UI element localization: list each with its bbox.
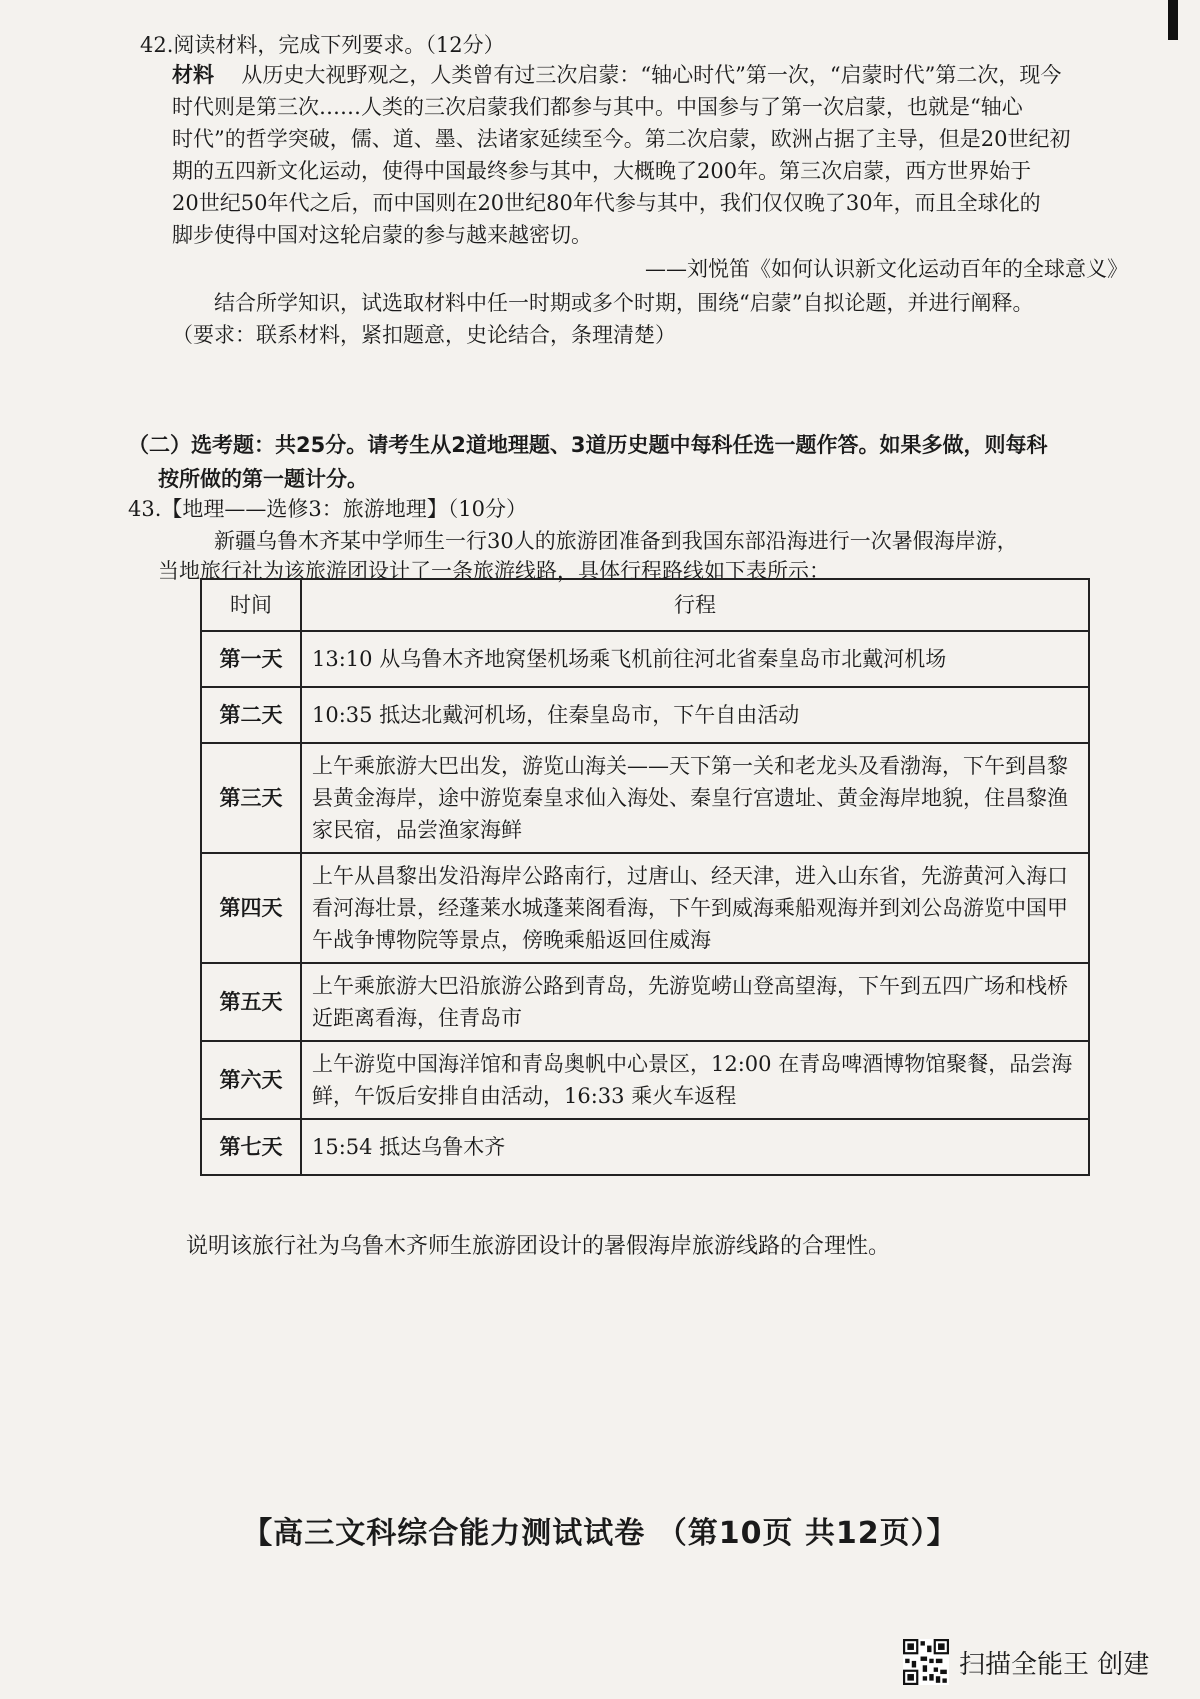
row-day: 第四天 xyxy=(201,853,301,963)
q42-source: ——刘悦笛《如何认识新文化运动百年的全球意义》 xyxy=(645,257,1128,281)
row-day: 第六天 xyxy=(201,1041,301,1119)
qr-code-icon xyxy=(903,1639,949,1685)
q43-intro-2: 当地旅行社为该旅游团设计了一条旅游线路，具体行程路线如下表所示： xyxy=(158,559,830,583)
scanner-watermark xyxy=(903,1638,1149,1686)
q42-material-line: 时代”的哲学突破，儒、道、墨、法诸家延续至今。第二次启蒙，欧洲占据了主导，但是20世纪初 xyxy=(172,127,1071,151)
row-plan: 15:54 抵达乌鲁木齐 xyxy=(301,1119,1089,1175)
q42-material-line: 脚步使得中国对这轮启蒙的参与越来越密切。 xyxy=(172,223,592,247)
header-time: 时间 xyxy=(201,579,301,631)
row-day: 第五天 xyxy=(201,963,301,1041)
table-row xyxy=(201,631,1089,687)
table-header-row xyxy=(201,579,1089,631)
q42-material-line: 时代则是第三次……人类的三次启蒙我们都参与其中。中国参与了第一次启蒙，也就是“轴心 xyxy=(172,95,1023,119)
row-plan: 上午从昌黎出发沿海岸公路南行，过唐山、经天津，进入山东省，先游黄河入海口看河海壮景，经蓬莱水城蓬莱阁看海，下午到威海乘船观海并到刘公岛游览中国甲午战争博物院等景点，傍晚乘船返回住威海 xyxy=(301,853,1089,963)
material-label: 材料 xyxy=(172,62,214,87)
q43-header: 43.【地理——选修3：旅游地理】（10分） xyxy=(128,497,527,521)
row-plan: 13:10 从乌鲁木齐地窝堡机场乘飞机前往河北省秦皇岛市北戴河机场 xyxy=(301,631,1089,687)
scan-edge-mark xyxy=(1168,0,1178,40)
q42-requirements: （要求：联系材料，紧扣题意，史论结合，条理清楚） xyxy=(172,323,676,347)
q43-intro-1: 新疆乌鲁木齐某中学师生一行30人的旅游团准备到我国东部沿海进行一次暑假海岸游， xyxy=(214,529,1018,553)
row-day: 第三天 xyxy=(201,743,301,853)
itinerary-table xyxy=(200,578,1090,1176)
q42-task: 结合所学知识，试选取材料中任一时期或多个时期，围绕“启蒙”自拟论题，并进行阐释。 xyxy=(214,291,1034,315)
q42-material-line: 期的五四新文化运动，使得中国最终参与其中，大概晚了200年。第三次启蒙，西方世界始于 xyxy=(172,159,1032,183)
row-day: 第二天 xyxy=(201,687,301,743)
section2-line-1: （二）选考题：共25分。请考生从2道地理题、3道历史题中每科任选一题作答。如果多做，则每科 xyxy=(128,433,1048,457)
table-row xyxy=(201,963,1089,1041)
table-row xyxy=(201,743,1089,853)
row-plan: 上午游览中国海洋馆和青岛奥帆中心景区，12:00 在青岛啤酒博物馆聚餐，品尝海鲜，午饭后安排自由活动，16:33 乘火车返程 xyxy=(301,1041,1089,1119)
q42-material-line: 从历史大视野观之，人类曾有过三次启蒙：“轴心时代”第一次，“启蒙时代”第二次，现今 xyxy=(241,63,1062,87)
q43-question: 说明该旅行社为乌鲁木齐师生旅游团设计的暑假海岸旅游线路的合理性。 xyxy=(186,1234,891,1259)
table-row xyxy=(201,1119,1089,1175)
row-day: 第一天 xyxy=(201,631,301,687)
scanner-label: 扫描全能王 创建 xyxy=(959,1649,1150,1680)
q42-material-line: 20世纪50年代之后，而中国则在20世纪80年代参与其中，我们仅仅晚了30年，而且全球化的 xyxy=(172,191,1041,215)
q42-line-1 xyxy=(172,60,1061,90)
row-plan: 上午乘旅游大巴出发，游览山海关——天下第一关和老龙头及看渤海，下午到昌黎县黄金海岸，途中游览秦皇求仙入海处、秦皇行宫遗址、黄金海岸地貌，住昌黎渔家民宿，品尝渔家海鲜 xyxy=(301,743,1089,853)
page-footer: 【高三文科综合能力测试试卷 （第10页 共12页）】 xyxy=(242,1516,958,1551)
section2-line-2: 按所做的第一题计分。 xyxy=(158,467,368,491)
header-plan: 行程 xyxy=(301,579,1089,631)
row-plan: 10:35 抵达北戴河机场，住秦皇岛市，下午自由活动 xyxy=(301,687,1089,743)
q42-header: 42.阅读材料，完成下列要求。（12分） xyxy=(140,33,505,57)
table-row xyxy=(201,687,1089,743)
table-row xyxy=(201,1041,1089,1119)
table-row xyxy=(201,853,1089,963)
row-plan: 上午乘旅游大巴沿旅游公路到青岛，先游览崂山登高望海，下午到五四广场和栈桥近距离看海，住青岛市 xyxy=(301,963,1089,1041)
row-day: 第七天 xyxy=(201,1119,301,1175)
